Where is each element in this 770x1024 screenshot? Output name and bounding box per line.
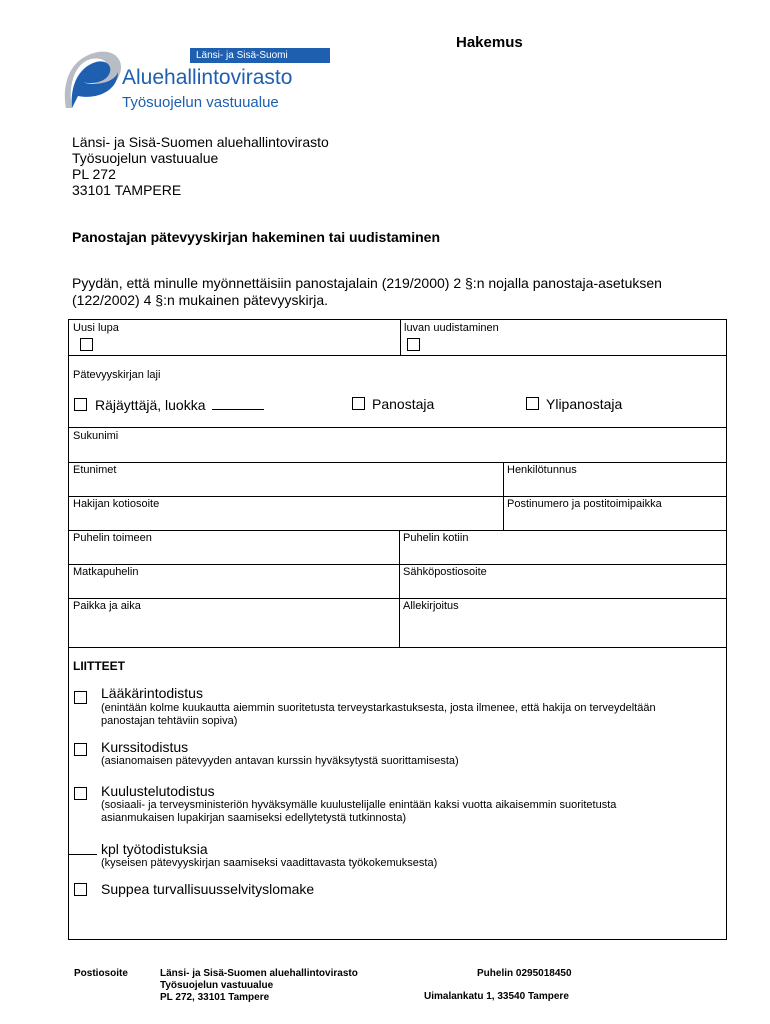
avi-logo <box>58 46 293 118</box>
postinumero-field[interactable]: Postinumero ja postitoimipaikka <box>507 498 662 510</box>
intro-text: Pyydän, että minulle myönnettäisiin panostajalain (219/2000) 2 §:n nojalla panostaja-asetuksen (122/2002) 4 §:n mukainen pätevyyskirja. <box>72 275 662 308</box>
attachment-desc: (enintään kolme kuukautta aiemmin suoritetusta terveystarkastuksesta, josta ilmenee, että hakija on terveydeltään panostajan tehtäviin sopiva) <box>101 702 656 727</box>
henkilotunnus-field[interactable]: Henkilötunnus <box>507 464 577 476</box>
document-title: Hakemus <box>456 34 523 51</box>
logo-subtitle: Työsuojelun vastuualue <box>122 94 279 111</box>
form-heading: Panostajan pätevyyskirjan hakeminen tai uudistaminen <box>72 229 441 245</box>
rajayttaja-label: Räjäyttäjä, luokka <box>95 397 206 413</box>
application-form <box>68 319 727 940</box>
divider <box>69 647 726 648</box>
uusi-lupa-checkbox[interactable] <box>80 338 93 351</box>
footer-line: PL 272, 33101 Tampere <box>160 992 270 1003</box>
divider <box>69 598 726 599</box>
attachment-title: Suppea turvallisuusselvityslomake <box>101 881 315 897</box>
address-line: 33101 TAMPERE <box>72 182 182 198</box>
attachment-desc: (asianomaisen pätevyyden antavan kurssin hyväksytystä suorittamisesta) <box>101 755 459 767</box>
footer-line: Työsuojelun vastuualue <box>160 980 274 991</box>
panostaja-checkbox[interactable] <box>352 397 365 410</box>
turvallisuusselvitys-checkbox[interactable] <box>74 883 87 896</box>
paikka-aika-field[interactable]: Paikka ja aika <box>73 600 141 612</box>
divider <box>69 496 726 497</box>
panostaja-option: Panostaja <box>372 396 435 412</box>
attachment-title: Kuulustelutodistus <box>101 783 215 799</box>
allekirjoitus-field[interactable]: Allekirjoitus <box>403 600 459 612</box>
sukunimi-field[interactable]: Sukunimi <box>73 430 119 442</box>
footer-label: Postiosoite <box>74 968 128 979</box>
recipient-address <box>72 134 329 198</box>
laakarintodistus-checkbox[interactable] <box>74 691 87 704</box>
rajayttaja-checkbox[interactable] <box>74 398 87 411</box>
attachment-desc: (sosiaali- ja terveysministeriön hyväksymälle kuulustelijalle enintään kaksi vuotta aikaisemmin suoritetusta asianmukaisen lupakirjan saamiseksi edellytetystä tutkinnosta) <box>101 799 617 824</box>
address-line: PL 272 <box>72 166 116 182</box>
logo-name: Aluehallintovirasto <box>122 66 293 89</box>
uusi-lupa-label: Uusi lupa <box>73 322 119 334</box>
ylipanostaja-checkbox[interactable] <box>526 397 539 410</box>
laji-label: Pätevyyskirjan laji <box>73 369 161 381</box>
ylipanostaja-option: Ylipanostaja <box>546 396 623 412</box>
footer-phone: Puhelin 0295018450 <box>477 968 572 979</box>
divider <box>69 427 726 428</box>
kpl-count-blank[interactable] <box>69 854 97 855</box>
rajayttaja-option <box>95 397 264 413</box>
uudistaminen-label: luvan uudistaminen <box>404 322 499 334</box>
divider <box>69 462 726 463</box>
address-line: Työsuojelun vastuualue <box>72 150 219 166</box>
divider <box>69 530 726 531</box>
puhelin-kotiin-field[interactable]: Puhelin kotiin <box>403 532 469 544</box>
puhelin-toimeen-field[interactable]: Puhelin toimeen <box>73 532 152 544</box>
attachment-title: Lääkärintodistus <box>101 685 203 701</box>
footer-address <box>160 968 358 1004</box>
etunimet-field[interactable]: Etunimet <box>73 464 117 476</box>
address-line: Länsi- ja Sisä-Suomen aluehallintovirasto <box>72 134 329 150</box>
kotiosoite-field[interactable]: Hakijan kotiosoite <box>73 498 160 510</box>
matkapuhelin-field[interactable]: Matkapuhelin <box>73 566 139 578</box>
footer-line: Länsi- ja Sisä-Suomen aluehallintovirasto <box>160 968 358 979</box>
logo-badge: Länsi- ja Sisä-Suomi <box>190 48 330 63</box>
divider <box>69 355 726 356</box>
uudistaminen-checkbox[interactable] <box>407 338 420 351</box>
attachment-desc: (kyseisen pätevyyskirjan saamiseksi vaadittavasta työkokemuksesta) <box>101 857 438 869</box>
logo-swoosh-icon <box>58 46 128 116</box>
liitteet-heading: LIITTEET <box>73 659 125 673</box>
attachment-title: Kurssitodistus <box>101 739 189 755</box>
attachment-title: kpl työtodistuksia <box>101 841 208 857</box>
kuulustelutodistus-checkbox[interactable] <box>74 787 87 800</box>
footer-street: Uimalankatu 1, 33540 Tampere <box>424 991 569 1002</box>
divider <box>399 530 400 647</box>
divider <box>400 320 401 355</box>
kurssitodistus-checkbox[interactable] <box>74 743 87 756</box>
divider <box>69 564 726 565</box>
sahkoposti-field[interactable]: Sähköpostiosoite <box>403 566 487 578</box>
luokka-blank[interactable] <box>212 399 264 410</box>
